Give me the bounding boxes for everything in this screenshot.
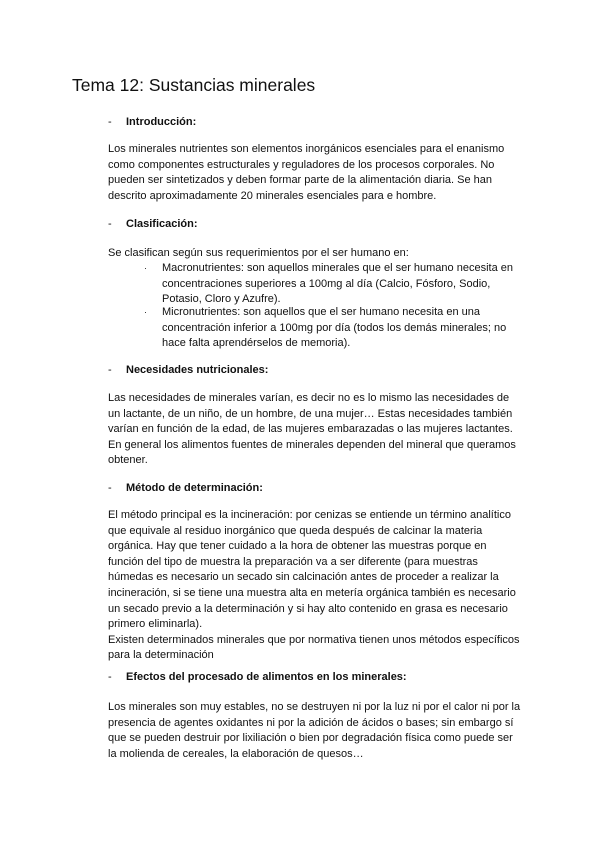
section-heading-necesidades (108, 364, 268, 376)
heading-text: Necesidades nutricionales: (126, 364, 269, 376)
heading-dash: - (108, 364, 112, 376)
paragraph-line: Se clasifican según sus requerimientos por el ser humano en: (108, 247, 409, 259)
paragraph-metodo (108, 508, 528, 664)
paragraph-line: El método principal es la incineración: por cenizas se entiende un término analítico (108, 509, 511, 521)
paragraph-line: para la determinación (108, 649, 214, 662)
paragraph-line: primero eliminarla). (108, 618, 203, 631)
heading-text: Método de determinación: (126, 482, 263, 494)
list-item-line: Macronutrientes: son aquellos minerales que el ser humano necesita en (162, 262, 513, 274)
list-item-line: Micronutrientes: son aquellos que el ser humano necesita en una (162, 306, 480, 318)
list-item-line: concentraciones superiores a 100mg al día (Calcio, Fósforo, Sodio, (162, 277, 491, 290)
bullet-mark: · (144, 263, 147, 273)
heading-text: Introducción: (126, 116, 197, 128)
paragraph-clasificacion-lead (108, 246, 528, 262)
paragraph-line: que equivale al residuo inorgánico que queda después de calcinar la materia (108, 524, 483, 537)
heading-text: Clasificación: (126, 218, 198, 230)
section-heading-introduccion (108, 116, 196, 128)
paragraph-line: Los minerales son muy estables, no se destruyen ni por la luz ni por el calor ni por la (108, 701, 521, 713)
paragraph-line: húmedas es necesario un secado sin calcinación antes de proceder a realizar la (108, 571, 499, 584)
paragraph-line: función del tipo de muestra la preparación va a ser diferente (para muestras (108, 555, 478, 568)
section-heading-metodo (108, 482, 263, 494)
paragraph-line: obtener. (108, 454, 148, 467)
paragraph-line: un secado previo a la determinación y si hay alto contenido en grasa es necesario (108, 602, 508, 615)
paragraph-introduccion (108, 142, 528, 204)
heading-dash: - (108, 671, 112, 683)
paragraph-line: orgánica. Hay que tener cuidado a la hora de obtener las muestras porque en (108, 540, 487, 553)
paragraph-necesidades (108, 391, 528, 469)
list-item-line: hace falta aprendérselos de memoria). (162, 337, 351, 350)
paragraph-line: Los minerales nutrientes son elementos inorgánicos esenciales para el enanismo (108, 143, 505, 155)
page-title: Tema 12: Sustancias minerales (72, 75, 316, 95)
paragraph-line: un lactante, de un niño, de un hombre, de una mujer… Estas necesidades también (108, 407, 513, 420)
paragraph-efectos (108, 700, 528, 762)
section-heading-clasificacion (108, 218, 198, 230)
paragraph-line: que se pueden destruir por lixiliación o bien por degradación física como puede ser (108, 732, 513, 745)
list-item-line: concentración inferior a 100mg por día (todos los demás minerales; no (162, 321, 507, 334)
paragraph-line: En general los alimentos fuentes de minerales dependen del mineral que queramos (108, 438, 516, 451)
heading-text: Efectos del procesado de alimentos en los minerales: (126, 671, 407, 683)
heading-dash: - (108, 218, 112, 230)
paragraph-line: Existen determinados minerales que por normativa tienen unos métodos específicos (108, 633, 520, 646)
paragraph-line: la molienda de cereales, la elaboración de quesos… (108, 747, 364, 760)
section-heading-efectos (108, 671, 407, 683)
heading-dash: - (108, 482, 112, 494)
paragraph-line: como componentes estructurales y reguladores de los procesos corporales. No (108, 158, 495, 171)
paragraph-line: descrito aproximadamente 20 minerales esenciales para e hombre. (108, 189, 437, 202)
paragraph-line: Las necesidades de minerales varían, es decir no es lo mismo las necesidades de (108, 392, 510, 404)
paragraph-line: pueden ser sintetizados y deben formar parte de la alimentación diaria. Se han (108, 174, 493, 187)
paragraph-line: presencia de agentes oxidantes ni por la adición de ácidos o bases; sin embargo sí (108, 716, 514, 729)
heading-dash: - (108, 116, 112, 128)
list-item-text (162, 305, 506, 352)
bullet-mark: · (144, 307, 147, 317)
paragraph-line: varían en función de la edad, de las mujeres embarazadas o las mujeres lactantes. (108, 423, 513, 436)
list-item-text (162, 261, 513, 308)
list-item-line: Potasio, Cloro y Azufre). (162, 293, 281, 306)
paragraph-line: incineración, si se tiene una muestra alta en metería orgánica también es necesario (108, 586, 516, 599)
